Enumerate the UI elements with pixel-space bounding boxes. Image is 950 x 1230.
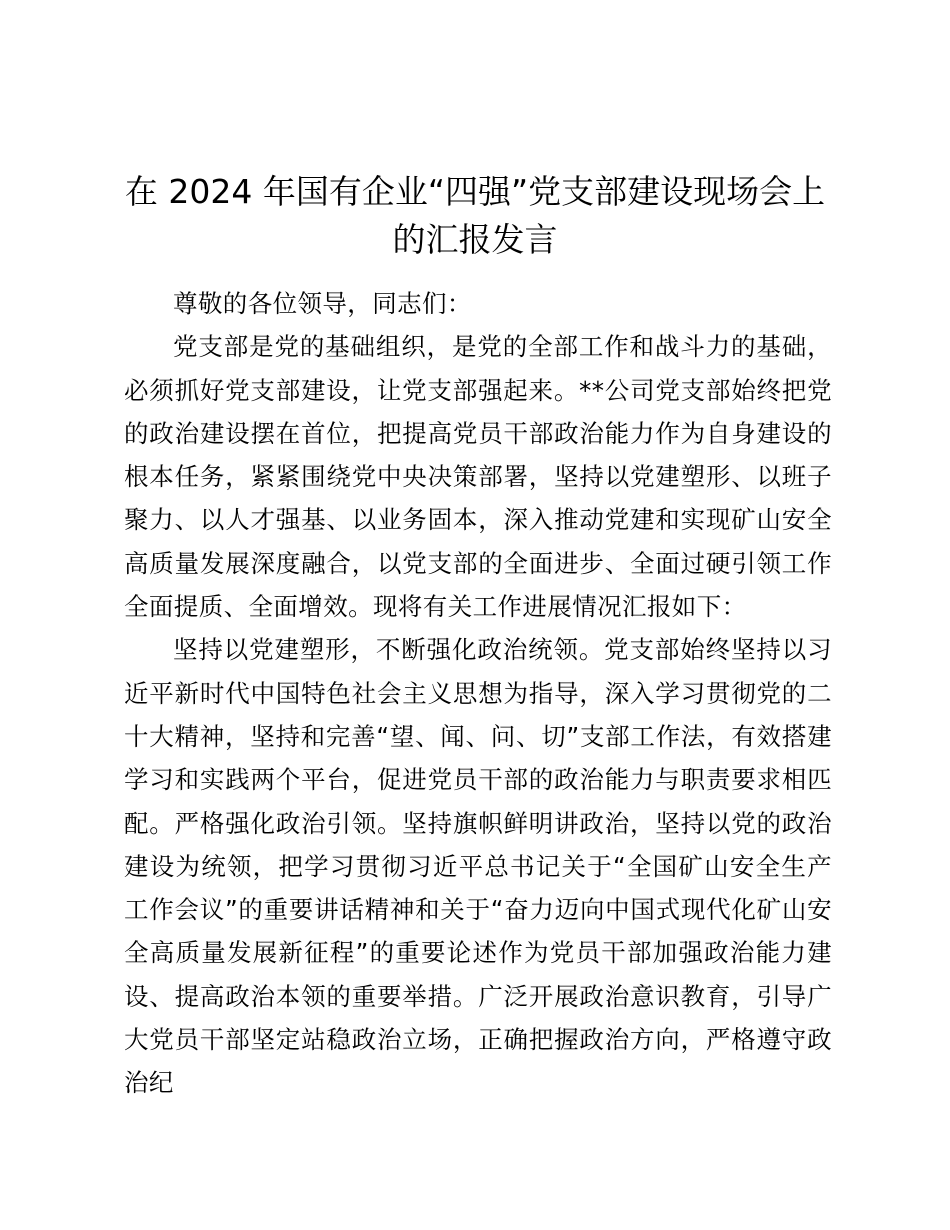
paragraph-intro: 党支部是党的基础组织，是党的全部工作和战斗力的基础，必须抓好党支部建设，让党支部强起来。**公司党支部始终把党的政治建设摆在首位，把提高党员干部政治能力作为自身建设的根本任务，紧紧围绕党中央决策部署，坚持以党建塑形、以班子聚力、以人才强基、以业务固本，深入推动党建和实现矿山安全高质量发展深度融合，以党支部的全面进步、全面过硬引领工作全面提质、全面增效。现将有关工作进展情况汇报如下： [124,332,832,622]
document-title: 在 2024 年国有企业“四强”党支部建设现场会上的汇报发言 [124,172,826,259]
salutation: 尊敬的各位领导，同志们： [173,289,472,318]
document-body [124,282,832,1105]
paragraph-party-building: 坚持以党建塑形，不断强化政治统领。党支部始终坚持以习近平新时代中国特色社会主义思想为指导，深入学习贯彻党的二十大精神，坚持和完善“望、闻、问、切”支部工作法，有效搭建学习和实践两个平台，促进党员干部的政治能力与职责要求相匹配。严格强化政治引领。坚持旗帜鲜明讲政治，坚持以党的政治建设为统领，把学习贯彻习近平总书记关于“全国矿山安全生产工作会议”的重要讲话精神和关于“奋力迈向中国式现代化矿山安全高质量发展新征程”的重要论述作为党员干部加强政治能力建设、提高政治本领的重要举措。广泛开展政治意识教育，引导广大党员干部坚定站稳政治立场，正确把握政治方向，严格遵守政治纪 [124,635,832,1098]
